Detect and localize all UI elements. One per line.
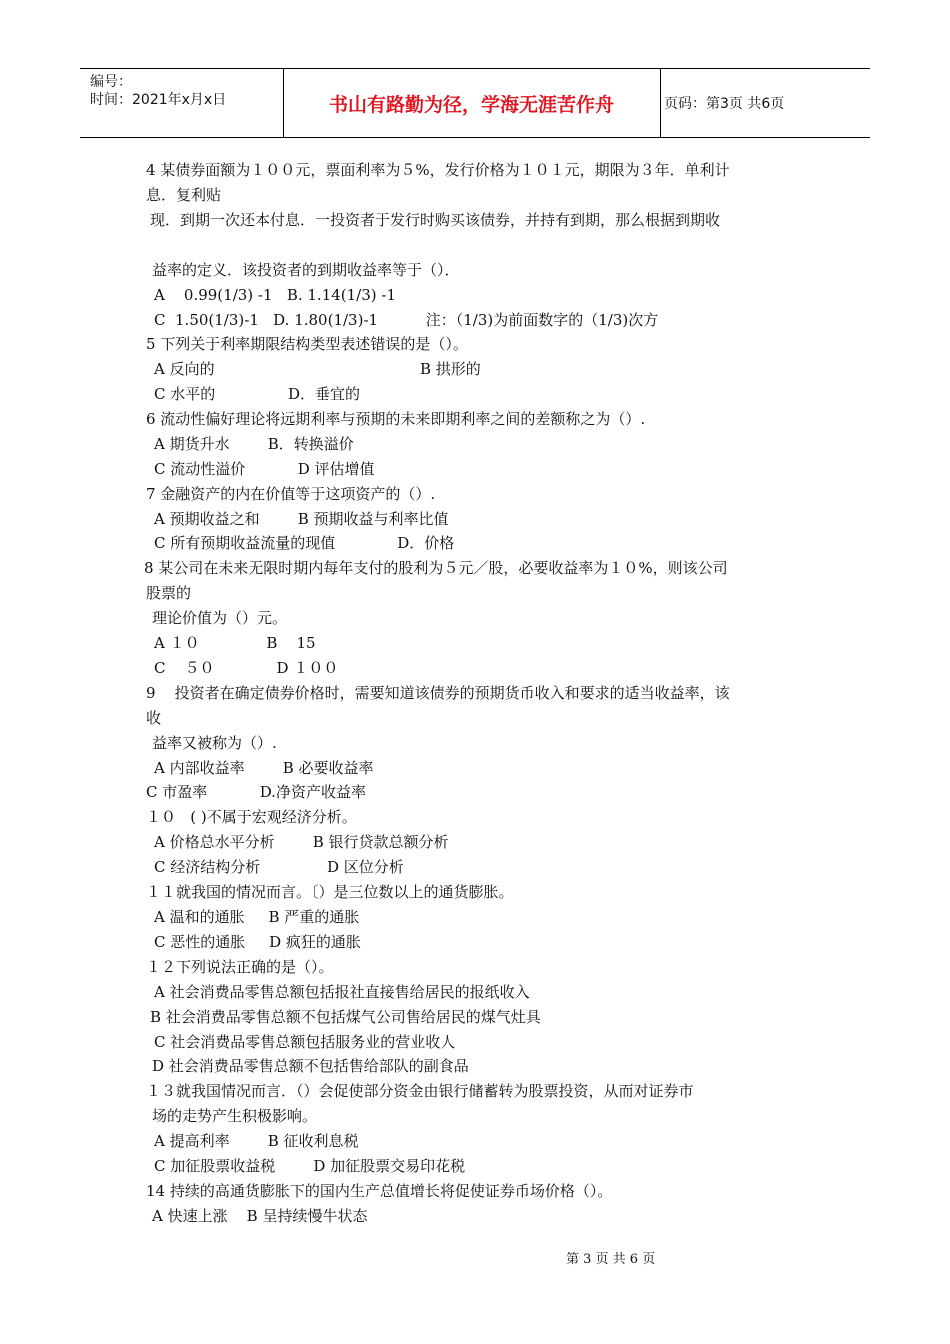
text-line: 益率的定义．该投资者的到期收益率等于（）． [152, 261, 460, 279]
option-line: C 经济结构分析 D 区位分析 [154, 858, 404, 876]
page-header [80, 68, 870, 138]
option-line: B 拱形的 [420, 360, 481, 378]
option-line: A １０ B 15 [154, 634, 316, 652]
option-line: D 社会消费品零售总额不包括售给部队的副食品 [152, 1057, 469, 1075]
option-line: A 温和的通胀 B 严重的通胀 [154, 908, 360, 926]
option-line: B 社会消费品零售总额不包括煤气公司售给居民的煤气灶具 [150, 1008, 541, 1026]
question-line: 场的走势产生积极影响。 [152, 1107, 318, 1125]
question-line: １１就我国的情况而言。〔）是三位数以上的通货膨胀。 [146, 883, 514, 901]
option-line: C 恶性的通胀 D 疯狂的通胀 [154, 933, 361, 951]
option-line: A 0.99(1/3) -1 B. 1.14(1/3) -1 [154, 286, 397, 304]
option-line: D．垂宜的 [288, 385, 361, 403]
question-line: 6 流动性偏好理论将远期利率与预期的未来即期利率之间的差额称之为（）. [146, 410, 646, 428]
option-line: C 加征股票收益税 D 加征股票交易印花税 [154, 1157, 466, 1175]
option-line: A 内部收益率 B 必要收益率 [154, 759, 374, 777]
option-line: A 期货升水 B．转换溢价 [154, 435, 354, 453]
question-line: １０ ( )不属于宏观经济分析。 [146, 808, 357, 826]
question-line: 益率又被称为（）. [152, 734, 277, 752]
option-line: A 社会消费品零售总额包括报社直接售给居民的报纸收入 [154, 983, 530, 1001]
text-line: 息．复利贴 [146, 186, 222, 204]
question-line: 收 [146, 709, 162, 727]
option-line: C 所有预期收益流量的现值 D．价格 [154, 534, 455, 552]
option-line: C 水平的 [154, 385, 216, 403]
option-line: C 1.50(1/3)-1 D. 1.80(1/3)-1 注：（1/3)为前面数字的（1/3)次方 [154, 311, 659, 329]
option-line: C ５０ D １００ [154, 659, 339, 677]
header-divider [660, 69, 661, 137]
question-line: １３就我国情况而言．（）会促使部分资金由银行储蓄转为股票投资，从而对证券市 [146, 1082, 694, 1100]
document-number-label: 编号： [90, 74, 132, 90]
option-line: C 社会消费品零售总额包括服务业的营业收人 [154, 1033, 456, 1051]
page-footer: 第 3 页 共 6 页 [566, 1252, 656, 1267]
question-line: 股票的 [146, 584, 192, 602]
header-page-number: 页码：第3页 共6页 [664, 96, 785, 112]
option-line: C 市盈率 D.净资产收益率 [146, 783, 366, 801]
question-line: 8 某公司在未来无限时期内每年支付的股利为５元／股，必要收益率为１０%，则该公司 [144, 559, 728, 577]
question-line: 理论价值为（）元。 [152, 609, 288, 627]
option-line: A 价格总水平分析 B 银行贷款总额分析 [154, 833, 449, 851]
question-line: 14 持续的高通货膨胀下的国内生产总值增长将促使证券币场价格（）。 [146, 1182, 613, 1200]
text-line: 4 某债券面额为１００元，票面利率为５%，发行价格为１０１元，期限为３年．单利计 [146, 161, 730, 179]
header-meta [90, 73, 226, 109]
text-line: 现．到期一次还本付息．一投资者于发行时购买该债券，并持有到期，那么根据到期收 [150, 211, 721, 229]
option-line: C 流动性溢价 D 评估增值 [154, 460, 375, 478]
document-date-label: 时间：2021年x月x日 [90, 92, 227, 108]
question-line: 7 金融资产的内在价值等于这项资产的（）. [146, 485, 436, 503]
question-line: 5 下列关于利率期限结构类型表述错误的是（）。 [146, 335, 468, 353]
option-line: A 反向的 [154, 360, 215, 378]
question-line: １２下列说法正确的是（）。 [146, 958, 334, 976]
question-line: 9 投资者在确定债券价格时，需要知道该债券的预期货币收入和要求的适当收益率，该 [146, 684, 730, 702]
option-line: A 快速上涨 B 呈持续慢牛状态 [152, 1207, 368, 1225]
option-line: A 提高利率 B 征收利息税 [154, 1132, 359, 1150]
option-line: A 预期收益之和 B 预期收益与利率比值 [154, 510, 449, 528]
header-motto: 书山有路勤为径，学海无涯苦作舟 [328, 93, 614, 116]
